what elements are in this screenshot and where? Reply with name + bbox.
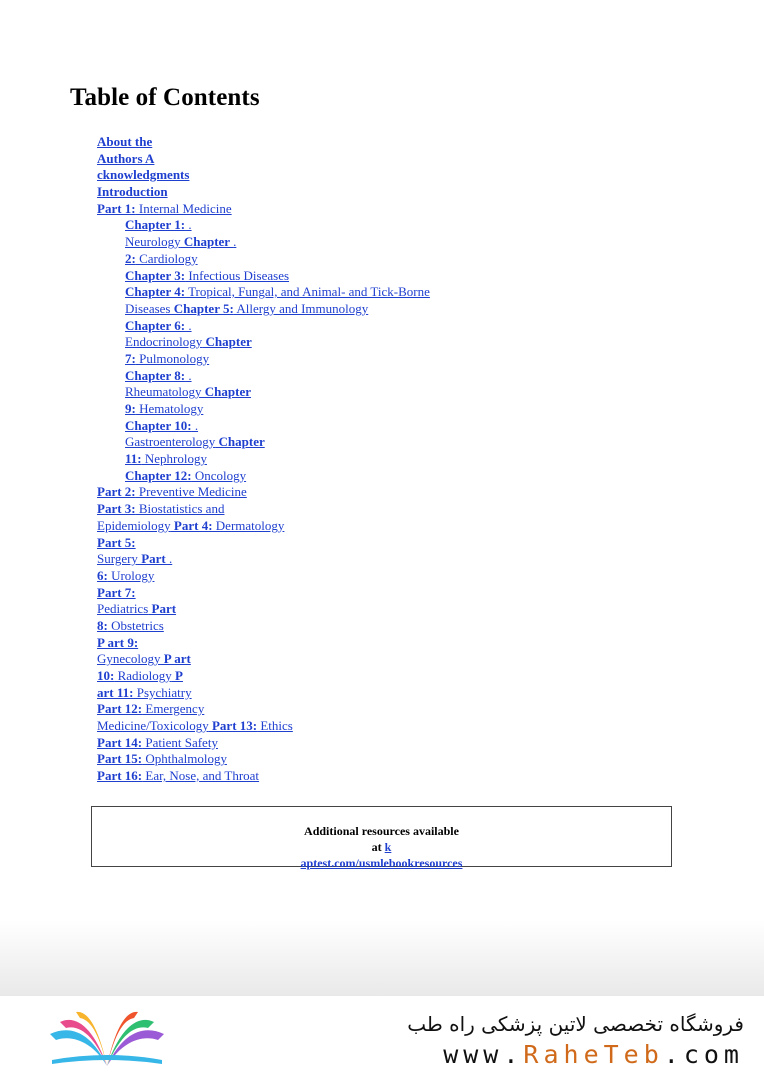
toc-entry[interactable] (97, 134, 557, 151)
toc-link[interactable]: Part 3: (97, 501, 136, 517)
toc-entry[interactable] (97, 334, 557, 351)
toc-entry[interactable] (97, 518, 557, 535)
toc-link[interactable]: Part (137, 551, 169, 567)
store-url (443, 1040, 744, 1069)
toc-link[interactable]: Preventive Medicine (135, 484, 247, 500)
toc-link[interactable]: Part 4: (170, 517, 213, 533)
toc-entry[interactable] (97, 751, 557, 768)
toc-link[interactable]: P art 9: (97, 634, 139, 650)
toc-entry[interactable] (97, 551, 557, 568)
toc-link[interactable]: Chapter (202, 334, 252, 350)
toc-link[interactable]: Radiology (114, 668, 172, 683)
toc-link[interactable]: Part (148, 601, 177, 617)
toc-entry[interactable] (97, 768, 557, 785)
toc-link[interactable]: Chapter (201, 384, 252, 400)
toc-entry[interactable] (97, 251, 557, 268)
toc-link[interactable]: Psychiatry (133, 684, 192, 700)
store-url-prefix: www. (443, 1040, 524, 1069)
toc-entry[interactable] (97, 434, 557, 451)
toc-link[interactable]: Ophthalmology (142, 751, 227, 767)
toc-link[interactable]: Endocrinology (125, 334, 203, 350)
toc-link[interactable]: Gastroenterology (125, 434, 216, 450)
toc-link[interactable]: Part 7: (97, 584, 136, 600)
toc-link[interactable]: Ear, Nose, and Throat (142, 768, 260, 784)
page-title: Table of Contents (70, 84, 260, 111)
toc-link[interactable]: Medicine/Toxicology (97, 718, 209, 734)
toc-entry[interactable] (97, 418, 557, 435)
footer-banner (0, 996, 764, 1080)
toc-entry[interactable] (97, 268, 557, 285)
toc-link[interactable]: Chapter 8: (125, 367, 186, 383)
toc-entry[interactable] (97, 484, 557, 501)
toc-link[interactable]: Part 14: (97, 734, 143, 750)
toc-entry[interactable] (97, 651, 557, 668)
toc-link[interactable]: Rheumatology (125, 384, 202, 400)
store-url-brand: RaheTeb (523, 1040, 664, 1069)
toc-entry[interactable] (97, 351, 557, 368)
resources-at-text: at (371, 840, 382, 854)
toc-link[interactable]: Chapter 4: (125, 284, 186, 300)
toc-entry[interactable] (97, 151, 557, 168)
toc-link[interactable]: 11: (125, 451, 142, 467)
resources-link-part-2[interactable]: aptest.com/usmlebookresources (300, 856, 463, 870)
toc-link[interactable]: cknowledgments (97, 167, 190, 183)
toc-link[interactable]: Ethics (257, 718, 293, 734)
toc-link[interactable]: P (171, 668, 183, 683)
toc-link[interactable]: art 11: (97, 684, 134, 700)
toc-link[interactable]: Part 12: (97, 701, 143, 717)
toc-entry[interactable] (97, 368, 557, 385)
toc-link[interactable]: Nephrology (141, 451, 207, 467)
toc-entry[interactable] (97, 668, 557, 685)
toc-entry[interactable] (97, 201, 557, 218)
toc-link[interactable]: Part 16: (97, 768, 143, 784)
toc-entry[interactable] (97, 401, 557, 418)
toc-entry[interactable] (97, 585, 557, 602)
toc-link[interactable]: . (185, 317, 192, 333)
toc-link[interactable]: Obstetrics (107, 617, 164, 633)
toc-entry[interactable] (97, 685, 557, 702)
toc-link[interactable]: Part 5: (97, 534, 136, 550)
toc-entry[interactable] (97, 284, 557, 301)
toc-entry[interactable] (97, 701, 557, 718)
toc-link[interactable]: Chapter 10: (125, 417, 192, 433)
toc-entry[interactable] (97, 501, 557, 518)
toc-link[interactable]: Pediatrics (97, 601, 149, 617)
toc-link[interactable]: Tropical, Fungal, and Animal- and Tick-Borne (185, 284, 430, 300)
toc-link[interactable]: Diseases (125, 300, 171, 316)
toc-link[interactable]: About the (97, 134, 153, 149)
toc-link[interactable]: Biostatistics and (135, 501, 225, 517)
toc-link[interactable]: Pulmonology (135, 350, 210, 366)
toc-entry[interactable] (97, 535, 557, 552)
toc-entry[interactable] (97, 318, 557, 335)
toc-link[interactable]: 9: (125, 401, 136, 416)
toc-entry[interactable] (97, 635, 557, 652)
store-name: فروشگاه تخصصی لاتین پزشکی راه طب (407, 1012, 744, 1036)
toc-link[interactable]: Neurology (125, 234, 181, 250)
toc-link[interactable]: Part 13: (208, 718, 258, 734)
toc-entry[interactable] (97, 167, 557, 184)
toc-link[interactable]: Emergency (142, 701, 205, 717)
toc-link[interactable]: Oncology (191, 467, 247, 483)
toc-link[interactable]: Chapter 1: (125, 217, 186, 233)
footer-fade (0, 920, 764, 996)
toc-link[interactable]: Hematology (135, 401, 204, 416)
toc-link[interactable]: Chapter (215, 434, 265, 450)
toc-link[interactable]: . (168, 551, 173, 567)
toc-link[interactable]: 2: (125, 250, 136, 266)
toc-link[interactable]: 7: (125, 350, 136, 366)
toc-link[interactable]: Gynecology (97, 651, 161, 667)
table-of-contents (97, 134, 557, 785)
toc-link[interactable]: Internal Medicine (135, 200, 232, 216)
resources-line-1: Additional resources available (304, 824, 459, 838)
toc-link[interactable]: . (185, 367, 192, 383)
toc-entry[interactable] (97, 301, 557, 318)
toc-entry[interactable] (97, 217, 557, 234)
toc-link[interactable]: Allergy and Immunology (233, 300, 369, 316)
toc-link[interactable]: Introduction (97, 184, 168, 200)
toc-link[interactable]: Part 2: (97, 484, 136, 500)
toc-link[interactable]: Infectious Diseases (185, 267, 290, 283)
toc-link[interactable]: Cardiology (135, 250, 198, 266)
toc-entry[interactable] (97, 601, 557, 618)
toc-entry[interactable] (97, 468, 557, 485)
toc-link[interactable]: Chapter 3: (125, 267, 186, 283)
toc-link[interactable]: 10: (97, 668, 115, 683)
toc-link[interactable]: Epidemiology (97, 517, 171, 533)
toc-link[interactable]: Part 15: (97, 751, 143, 767)
resources-box (91, 806, 672, 870)
toc-link[interactable]: . (233, 234, 237, 250)
store-url-suffix: .com (663, 1040, 744, 1069)
toc-entry[interactable] (97, 384, 557, 401)
toc-entry[interactable] (97, 451, 557, 468)
open-book-rainbow-logo-icon (42, 1004, 172, 1074)
toc-link[interactable]: 8: (97, 617, 108, 633)
toc-link[interactable]: . (185, 217, 192, 233)
toc-entry[interactable] (97, 568, 557, 585)
toc-link[interactable]: Patient Safety (142, 734, 218, 750)
resources-link-part-1[interactable]: k (384, 840, 392, 854)
toc-link[interactable]: Chapter (180, 234, 234, 250)
toc-entry[interactable] (97, 234, 557, 251)
toc-link[interactable]: Chapter 6: (125, 317, 186, 333)
toc-link[interactable]: Part 1: (97, 200, 136, 216)
toc-link[interactable]: Dermatology (212, 517, 285, 533)
toc-link[interactable]: 6: (97, 567, 108, 583)
toc-link[interactable]: Urology (107, 567, 155, 583)
toc-entry[interactable] (97, 718, 557, 735)
toc-link[interactable]: Surgery (97, 551, 138, 567)
toc-entry[interactable] (97, 184, 557, 201)
toc-link[interactable]: A (142, 150, 155, 166)
toc-entry[interactable] (97, 735, 557, 752)
toc-entry[interactable] (97, 618, 557, 635)
toc-link[interactable]: P art (160, 651, 191, 667)
toc-link[interactable]: Chapter 5: (170, 300, 234, 316)
toc-link[interactable]: Authors (97, 150, 143, 166)
toc-link[interactable]: Chapter 12: (125, 467, 192, 483)
resources-line-2 (92, 839, 671, 855)
toc-link[interactable]: . (191, 417, 199, 433)
